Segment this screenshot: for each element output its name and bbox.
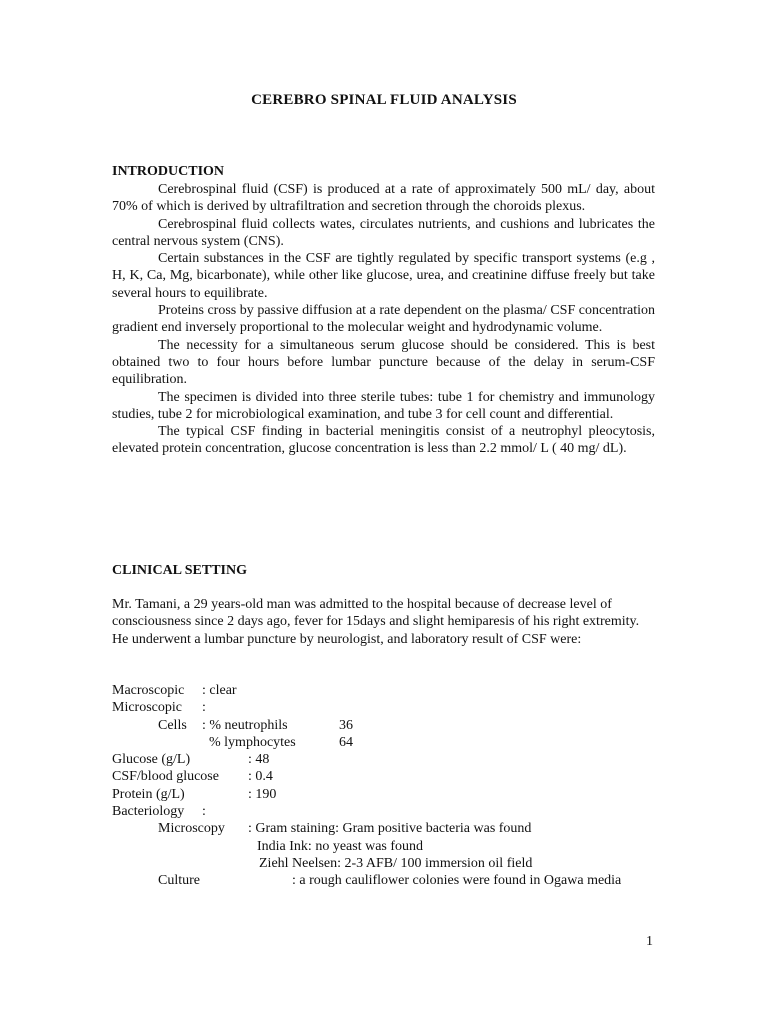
lymphocytes-label: % lymphocytes [209,734,296,750]
glucose-value: : 48 [248,752,270,768]
intro-paragraph: Certain substances in the CSF are tightly regulated by specific transport systems (e.g , H, K, Ca, Mg, bicarbonate), while other like glucose, urea, and creatinine diffuse freely but take several hours to equilibrate. [112,251,655,301]
intro-paragraph: The necessity for a simultaneous serum glucose should be considered. This is best obtained two to four hours before lumbar puncture because of the delay in serum-CSF equilibration. [112,337,655,388]
intro-paragraph: The typical CSF finding in bacterial meningitis consist of a neutrophyl pleocytosis, elevated protein concentration, glucose concentration is less than 2.2 mmol/ L ( 40 mg/ dL). [112,424,655,457]
microscopy-ziehl-neelsen: Ziehl Neelsen: 2-3 AFB/ 100 immersion oil field [259,855,533,871]
clinical-setting-heading: CLINICAL SETTING [112,563,247,578]
bacteriology-label: Bacteriology [112,804,185,820]
lab-row-india-ink [112,838,672,855]
intro-paragraph: Cerebrospinal fluid (CSF) is produced at a rate of approximately 500 mL/ day, about 70% of which is derived by ultrafiltration and secretion through the choroids plexus. [112,182,655,215]
csf-blood-glucose-value: : 0.4 [248,769,273,785]
lab-row-bacteriology [112,803,672,820]
macroscopic-label: Macroscopic [112,683,185,698]
lab-row-microscopic [112,699,672,716]
intro-paragraph: Cerebrospinal fluid collects wates, circulates nutrients, and cushions and lubricates the central nervous system (CNS). [112,216,655,249]
lab-row-macroscopic [112,682,672,699]
lab-results [112,682,672,890]
intro-paragraph: The specimen is divided into three sterile tubes: tube 1 for chemistry and immunology studies, tube 2 for microbiological examination, and tube 3 for cell count and differential. [112,389,655,422]
neutrophils-value: 36 [339,717,353,733]
lab-row-csf-blood-glucose [112,768,672,785]
introduction-body [112,181,655,458]
lab-row-culture [112,872,672,889]
microscopy-gram-staining: : Gram staining: Gram positive bacteria was found [248,821,532,837]
bacteriology-value: : [202,804,206,820]
cells-label: Cells [158,717,187,733]
culture-value: : a rough cauliflower colonies were found in Ogawa media [292,873,622,889]
intro-paragraph: Proteins cross by passive diffusion at a rate dependent on the plasma/ CSF concentration gradient end inversely proportional to the molecular weight and hydrodynamic volume. [112,303,655,336]
microscopic-value: : [202,700,206,716]
introduction-heading: INTRODUCTION [112,164,225,179]
lab-row-glucose [112,751,672,768]
page-number: 1 [646,934,653,949]
document-title: CEREBRO SPINAL FLUID ANALYSIS [251,92,517,108]
microscopy-india-ink: India Ink: no yeast was found [257,838,424,854]
glucose-label: Glucose (g/L) [112,752,191,768]
neutrophils-label: : % neutrophils [202,717,288,733]
protein-label: Protein (g/L) [112,786,185,802]
clinical-setting-text: Mr. Tamani, a 29 years-old man was admitted to the hospital because of decrease level of consciousness since 2 days ago, fever for 15days and slight hemiparesis of his right extremity. He underwent a lumbar puncture by neurologist, and laboratory result of CSF were: [112,597,640,647]
lab-row-microscopy [112,820,672,837]
culture-label: Culture [158,873,200,889]
lab-row-protein [112,786,672,803]
lab-row-ziehl-neelsen [112,855,672,872]
lymphocytes-value: 64 [339,734,353,750]
macroscopic-value: : clear [202,683,237,698]
microscopic-label: Microscopic [112,700,182,716]
lab-row-lymphocytes [112,734,672,751]
lab-row-neutrophils [112,717,672,734]
protein-value: : 190 [248,786,277,802]
microscopy-label: Microscopy [158,821,225,837]
csf-blood-glucose-label: CSF/blood glucose [112,769,219,785]
clinical-setting-body [112,596,657,648]
